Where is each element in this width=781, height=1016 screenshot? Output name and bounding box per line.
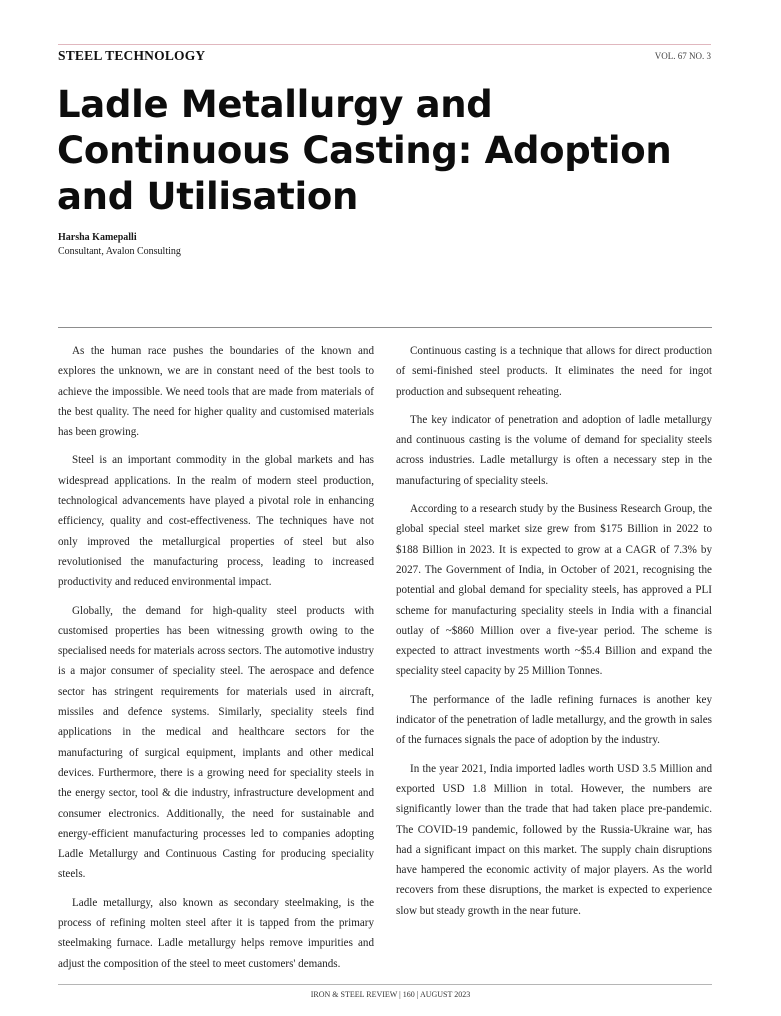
author-block (58, 231, 181, 259)
issue-label: VOL. 67 NO. 3 (654, 51, 711, 61)
section-label: STEEL TECHNOLOGY (58, 48, 206, 63)
body-paragraph: In the year 2021, India imported ladles worth USD 3.5 Million and exported USD 1.8 Million in total. However, the numbers are significantly lower than the trade that had taken place pre-pandemic. The COVID-19 pandemic, followed by the Russia-Ukraine war, has had a significant impact on this market. The supply chain disruptions have hampered the economic activity of major players. As the world recovers from these disruptions, the market is expected to experience slow but steady growth in the near future. (396, 762, 712, 917)
body-paragraph: According to a research study by the Business Research Group, the global special steel market size grew from $175 Billion in 2022 to $188 Billion in 2023. It is expected to grow at a CAGR of 7.3% by 2027. The Government of India, in October of 2021, recognising the potential and global demand for speciality steels, has approved a PLI scheme for manufacturing speciality steels in India with a financial outlay of ~$860 Million over a five-year period. The scheme is expected to attract investments worth ~$5.4 Billion and expand the speciality steel capacity by 25 Million Tonnes. (396, 503, 712, 678)
running-header (58, 44, 711, 65)
right-column (396, 341, 712, 929)
body-paragraph: Continuous casting is a technique that allows for direct production of semi-finished steel products. It eliminates the need for ingot production and subsequent reheating. (396, 345, 712, 398)
body-paragraph: Globally, the demand for high-quality steel products with customised properties has been witnessing growth owing to the specialised needs for materials across sectors. The automotive industry is a major consumer of speciality steel. The aerospace and defence sector has stringent requirements for materials used in aircraft, missiles and defence systems. Similarly, speciality steels find applications in the medical and healthcare sectors for the manufacturing of surgical equipment, implants and other medical devices. Furthermore, there is a growing need for speciality steels in the energy sector, tool & die industry, infrastructure development and consumer electronics. Additionally, the need for sustainable and energy-efficient manufacturing processes led to companies adopting Ladle Metallurgy and Continuous Casting for producing speciality steels. (58, 604, 374, 881)
article-title: Ladle Metallurgy and Continuous Casting: Adoption and Utilisation (57, 83, 672, 218)
body-paragraph: The key indicator of penetration and adoption of ladle metallurgy and continuous casting is the volume of demand for speciality steels across industries. Ladle metallurgy is often a necessary step in the manufacturing of speciality steels. (396, 413, 712, 487)
body-paragraph: Ladle metallurgy, also known as secondary steelmaking, is the process of refining molten steel after it is tapped from the primary steelmaking furnace. Ladle metallurgy helps remove impurities and adjust the composition of the steel to meet customers' demands. (58, 896, 374, 970)
bottom-divider (58, 984, 712, 985)
author-name: Harsha Kamepalli (58, 232, 137, 243)
left-column (58, 341, 374, 982)
top-divider (58, 327, 712, 328)
body-paragraph: Steel is an important commodity in the global markets and has widespread applications. In the realm of modern steel production, technological advancements have played a pivotal role in enhancing efficiency, quality and cost-effectiveness. The techniques have not only improved the metallurgical properties of steel but also revolutionised the manufacturing process, leading to increased productivity and reduced environmental impact. (58, 454, 374, 589)
author-affiliation: Consultant, Avalon Consulting (58, 246, 181, 257)
body-paragraph: The performance of the ladle refining furnaces is another key indicator of the penetration of ladle metallurgy, and the growth in sales of the furnaces signals the pace of adoption by the industry. (396, 693, 712, 747)
body-paragraph: As the human race pushes the boundaries of the known and explores the unknown, we are in constant need of the best tools to achieve the impossible. We need tools that are made from materials of the best quality. The need for higher quality and customised materials has been growing. (58, 345, 374, 439)
page-footer: IRON & STEEL REVIEW | 160 | AUGUST 2023 (310, 990, 471, 999)
